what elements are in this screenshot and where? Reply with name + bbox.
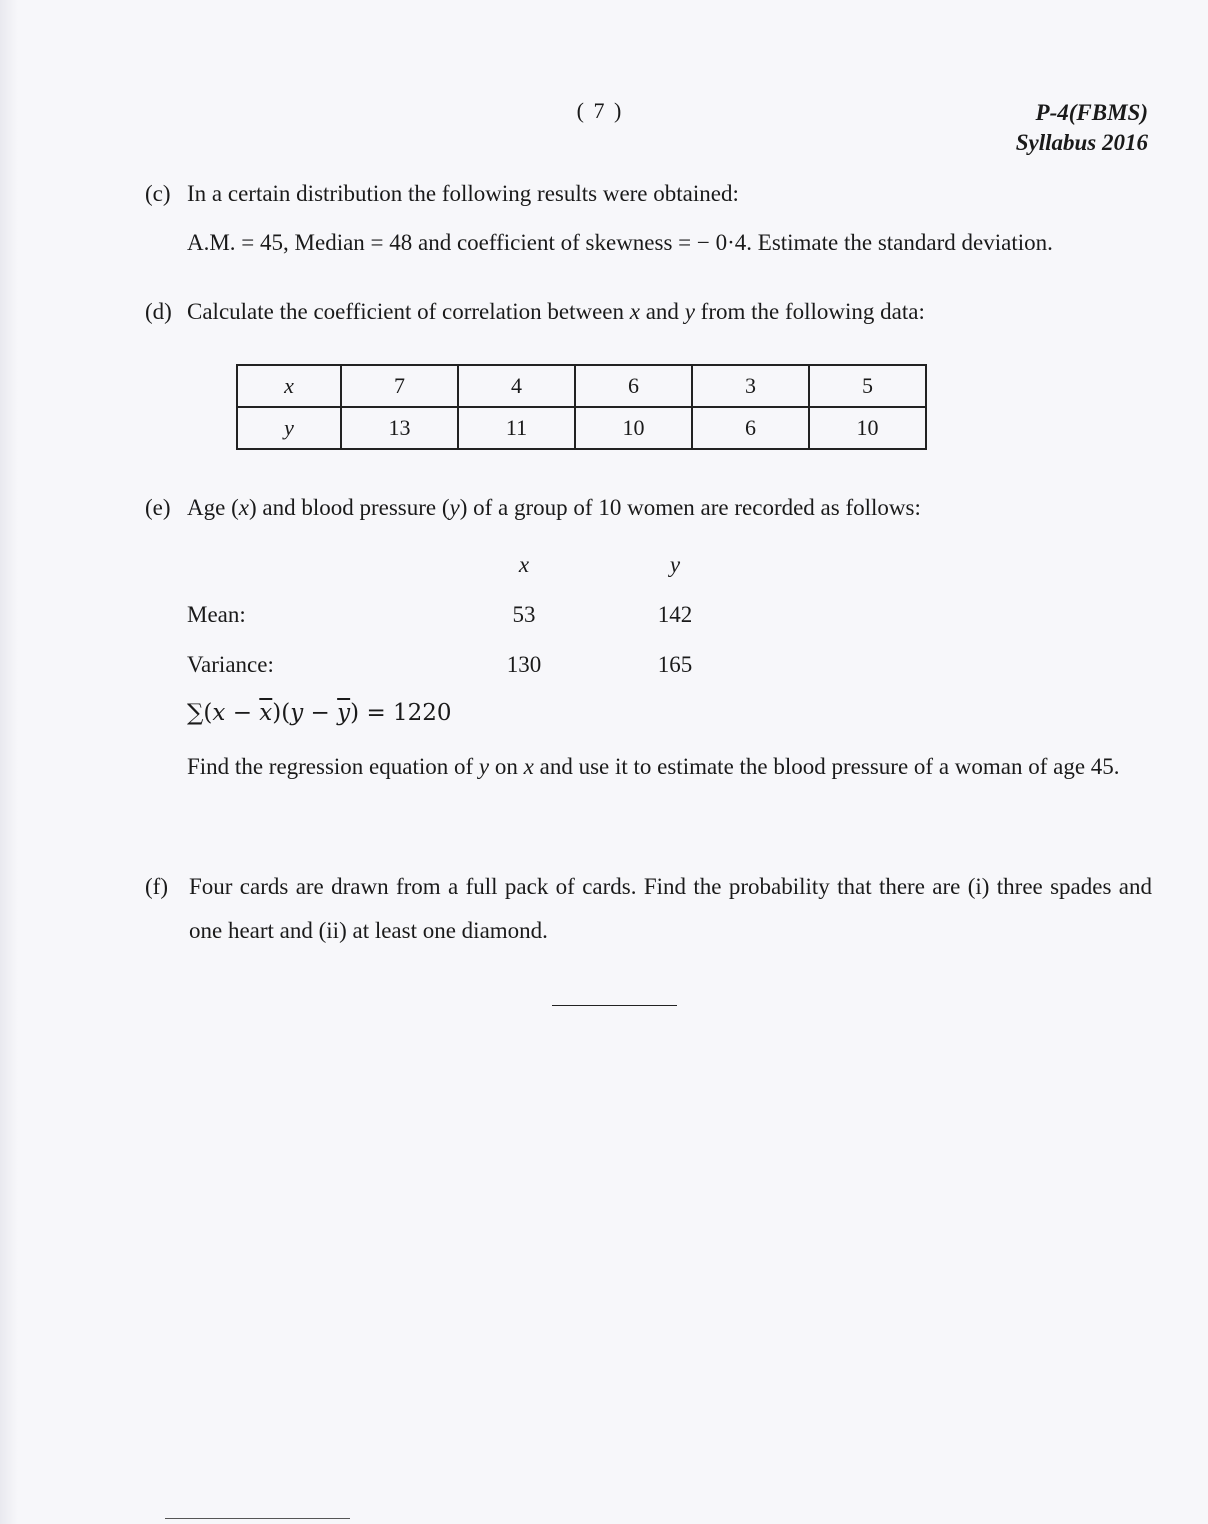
- table-cell: 10: [575, 407, 692, 449]
- paper-code-block: [1016, 98, 1148, 158]
- table-cell: 5: [809, 365, 926, 407]
- table-cell: 10: [809, 407, 926, 449]
- table-cell: 7: [341, 365, 458, 407]
- mean-label: Mean:: [187, 602, 246, 627]
- question-label: (d): [145, 299, 172, 324]
- row-header: y: [237, 407, 341, 449]
- question-label: (c): [145, 181, 171, 206]
- question-text: In a certain distribution the following results were obtained:: [187, 181, 739, 206]
- instruction-text-part: Find the regression equation of: [187, 754, 479, 779]
- question-e-instruction: [187, 745, 1150, 789]
- variable-y: y: [478, 754, 490, 779]
- question-text-part: from the following data:: [694, 299, 925, 324]
- question-label: (e): [145, 495, 171, 520]
- page-edge: [0, 0, 18, 1524]
- instruction-text-part: on: [489, 754, 524, 779]
- covariance-sum-formula: $\sum(x - \overline{x})(y - \overline{y}) = 1220$: [187, 700, 452, 726]
- variance-x-value: 130: [506, 652, 542, 677]
- question-c-detail: A.M. = 45, Median = 48 and coefficient of skewness = − 0·4. Estimate the standard deviation.: [187, 230, 1053, 255]
- variance-y-value: 165: [657, 652, 693, 677]
- bottom-rule: [165, 1518, 350, 1519]
- correlation-data-table: [236, 364, 927, 450]
- question-text-part: ) of a group of 10 women are recorded as follows:: [459, 495, 921, 520]
- mean-y-value: 142: [657, 602, 693, 627]
- question-text-part: ) and blood pressure (: [248, 495, 450, 520]
- variable-x: x: [238, 495, 249, 520]
- paper-code: P-4(FBMS): [1035, 100, 1148, 125]
- variance-label: Variance:: [187, 652, 274, 677]
- table-cell: 6: [692, 407, 809, 449]
- question-f-label: (f): [145, 874, 168, 899]
- variable-y: y: [684, 299, 695, 324]
- instruction-text-part: and use it to estimate the blood pressure of a woman of age 45.: [533, 754, 1120, 779]
- row-header: x: [237, 365, 341, 407]
- table-cell: 13: [341, 407, 458, 449]
- table-cell: 6: [575, 365, 692, 407]
- mean-x-value: 53: [512, 602, 536, 627]
- table-row-y: [237, 407, 926, 449]
- table-row-x: [237, 365, 926, 407]
- question-c: [145, 172, 739, 216]
- formula-value: = 1220: [366, 700, 452, 726]
- variable-x: x: [629, 299, 640, 324]
- question-text-part: Age (: [187, 495, 239, 520]
- table-cell: 4: [458, 365, 575, 407]
- variable-x: x: [523, 754, 534, 779]
- question-e: [145, 486, 921, 530]
- column-header-y: y: [669, 552, 681, 577]
- column-header-x: x: [518, 552, 530, 577]
- table-cell: 11: [458, 407, 575, 449]
- question-f-text: Four cards are drawn from a full pack of cards. Find the probability that there are (i) three spades and one heart and (ii) at least one diamond.: [189, 874, 1152, 943]
- question-text-part: and: [639, 299, 685, 324]
- syllabus-year: Syllabus 2016: [1015, 130, 1148, 155]
- variable-y: y: [449, 495, 460, 520]
- page-number: ( 7 ): [576, 98, 624, 123]
- question-text-part: Calculate the coefficient of correlation between: [187, 299, 630, 324]
- question-d: [145, 290, 925, 334]
- table-cell: 3: [692, 365, 809, 407]
- end-divider: [552, 1005, 677, 1006]
